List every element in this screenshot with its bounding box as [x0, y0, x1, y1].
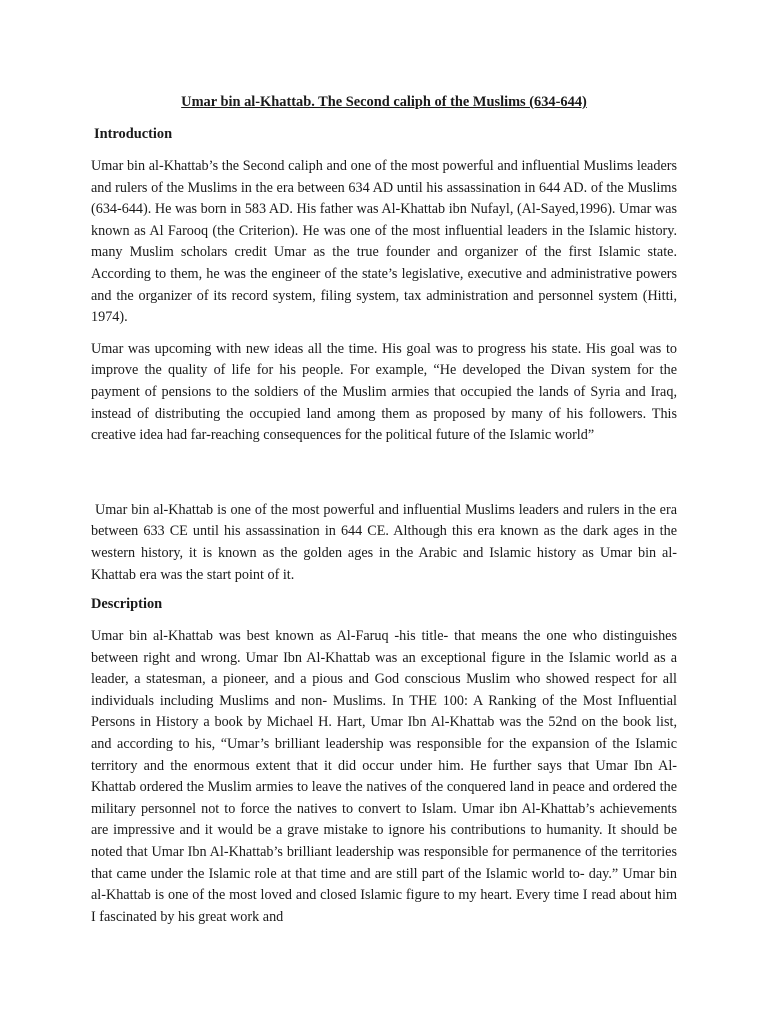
intro-paragraph-2: Umar was upcoming with new ideas all the time. His goal was to progress his state. His goal was to improve the quality of life for his people. For example, “He developed the Divan system for the payment of pensions to the soldiers of the Muslim armies that occupied the lands of Syria and Iraq, instead of distributing the occupied land among them as proposed by many of his followers. This creative idea had far-reaching consequences for the political future of the Islamic world”	[91, 340, 677, 444]
introduction-heading: Introduction	[94, 126, 173, 142]
paragraph-spacer	[91, 457, 677, 500]
document-title: Umar bin al-Khattab. The Second caliph of the Muslims (634-644)	[181, 94, 587, 110]
description-paragraph-1: Umar bin al-Khattab was best known as Al-Faruq -his title- that means the one who distinguishes between right and wrong. Umar Ibn Al-Khattab was an exceptional figure in the Islamic world as a leader, a statesman, a pioneer, and a pious and God conscious Muslim who showed respect for all individuals including Muslims and non- Muslims. In THE 100: A Ranking of the Most Influential Persons in History a book by Michael H. Hart, Umar Ibn Al-Khattab was the 52nd on the book list, and according to his, “Umar’s brilliant leadership was responsible for the expansion of the Islamic territory and the enormous extent that it did occur under him. He further says that Umar Ibn Al-Khattab ordered the Muslim armies to leave the natives of the conquered land in peace and ordered the military personnel not to force the natives to convert to Islam. Umar ibn Al-Khattab’s achievements are impressive and it would be a grave mistake to ignore his contributions to humanity. It should be noted that Umar Ibn Al-Khattab’s brilliant leadership was responsible for permanence of the territories that came under the Islamic role at that time and are still part of the Islamic world to- day.” Umar bin al-Khattab is one of the most loved and closed Islamic figure to my heart. Every time I read about him I fascinated by his great work and	[91, 628, 677, 925]
intro-paragraph-3: Umar bin al-Khattab is one of the most powerful and influential Muslims leaders and rulers in the era between 633 CE until his assassination in 644 CE. Although this era known as the dark ages in the western history, it is known as the golden ages in the Arabic and Islamic history as Umar bin al-Khattab era was the start point of it.	[91, 501, 677, 583]
description-heading: Description	[91, 596, 163, 613]
intro-paragraph-1: Umar bin al-Khattab’s the Second caliph and one of the most powerful and influential Muslims leaders and rulers of the Muslims in the era between 634 AD until his assassination in 644 AD. of the Muslims (634-644). He was born in 583 AD. His father was Al-Khattab ibn Nufayl, (Al-Sayed,1996). Umar was known as Al Farooq (the Criterion). He was one of the most influential leaders in the Islamic history. many Muslim scholars credit Umar as the true founder and organizer of the first Islamic state. According to them, he was the engineer of the state’s legislative, executive and administrative powers and the organizer of its record system, filing system, tax administration and personnel system (Hitti, 1974).	[91, 158, 677, 326]
document-page	[91, 94, 677, 938]
